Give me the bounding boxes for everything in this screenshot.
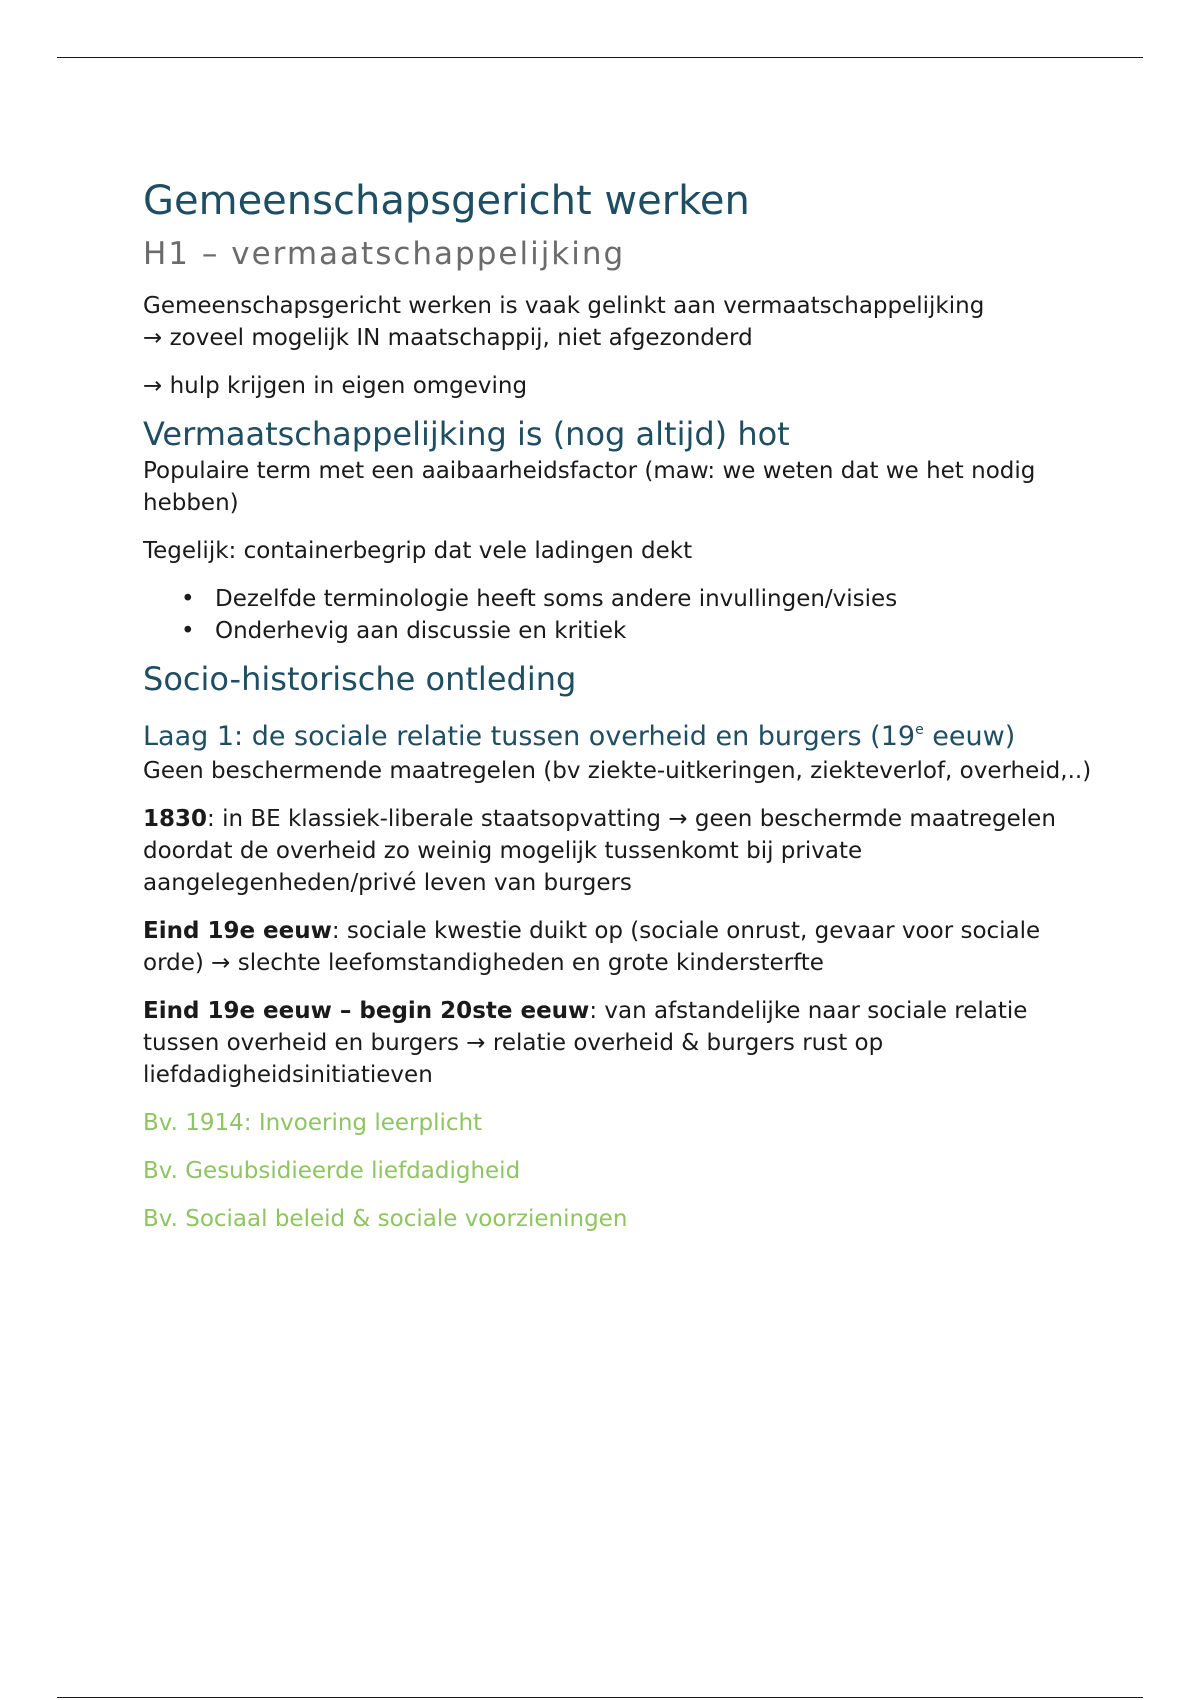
intro-line-1: Gemeenschapsgericht werken is vaak gelinkt aan vermaatschappelijking [143,293,985,319]
section2-paragraph-eind-19e [143,915,1103,979]
section1-paragraph-1: Populaire term met een aaibaarheidsfactor (maw: we weten dat we het nodig hebben) [143,458,1036,516]
section-heading-socio-historisch: Socio-historische ontleding [143,660,577,698]
section2-paragraph-begin-20ste [143,995,1103,1091]
paragraph-bold-lead: Eind 19e eeuw – begin 20ste eeuw [143,998,590,1024]
list-item-text: Onderhevig aan discussie en kritiek [215,618,627,644]
example-liefdadigheid: Bv. Gesubsidieerde liefdadigheid [143,1158,521,1184]
subheading-superscript: e [915,722,924,738]
paragraph-bold-lead: Eind 19e eeuw [143,918,332,944]
paragraph-text: : in BE klassiek-liberale staatsopvatting → geen beschermde maatregelen doordat de overheid zo weinig mogelijk tussenkomt bij private aangelegenheden/privé leven van burgers [143,806,1056,896]
bottom-rule [57,1697,1143,1698]
subheading-laag-1 [143,712,1103,755]
intro-line-3: → hulp krijgen in eigen omgeving [143,373,528,399]
bullet-dot-icon: • [181,618,195,644]
section2-paragraph-1: Geen beschermende maatregelen (bv ziekte-uitkeringen, ziekteverlof, overheid,..) [143,758,1092,784]
document-subtitle: H1 – vermaatschappelijking [143,236,626,272]
document-title: Gemeenschapsgericht werken [143,178,750,224]
paragraph-bold-lead: 1830 [143,806,208,832]
bullet-dot-icon: • [181,586,195,612]
intro-line-2: → zoveel mogelijk IN maatschappij, niet afgezonderd [143,325,753,351]
list-item [143,583,1103,615]
document-body [143,176,1103,1235]
example-leerplicht: Bv. 1914: Invoering leerplicht [143,1110,483,1136]
section-heading-hot: Vermaatschappelijking is (nog altijd) hot [143,415,790,453]
section1-bullet-list [143,583,1103,647]
subheading-text-end: eeuw) [923,721,1016,752]
subheading-text: Laag 1: de sociale relatie tussen overheid en burgers (19 [143,721,916,752]
paragraph-text: : sociale kwestie duikt op (sociale onrust, gevaar voor sociale orde) → slechte leefomstandigheden en grote kindersterfte [143,918,1041,976]
list-item [143,615,1103,647]
section1-paragraph-2: Tegelijk: containerbegrip dat vele ladingen dekt [143,538,693,564]
section2-paragraph-1830 [143,803,1103,899]
list-item-text: Dezelfde terminologie heeft soms andere invullingen/visies [215,586,898,612]
top-rule [57,57,1143,58]
paragraph-text: : van afstandelijke naar sociale relatie tussen overheid en burgers → relatie overheid & burgers rust op liefdadigheidsinitiatieven [143,998,1028,1088]
example-sociaal-beleid: Bv. Sociaal beleid & sociale voorzieningen [143,1206,628,1232]
